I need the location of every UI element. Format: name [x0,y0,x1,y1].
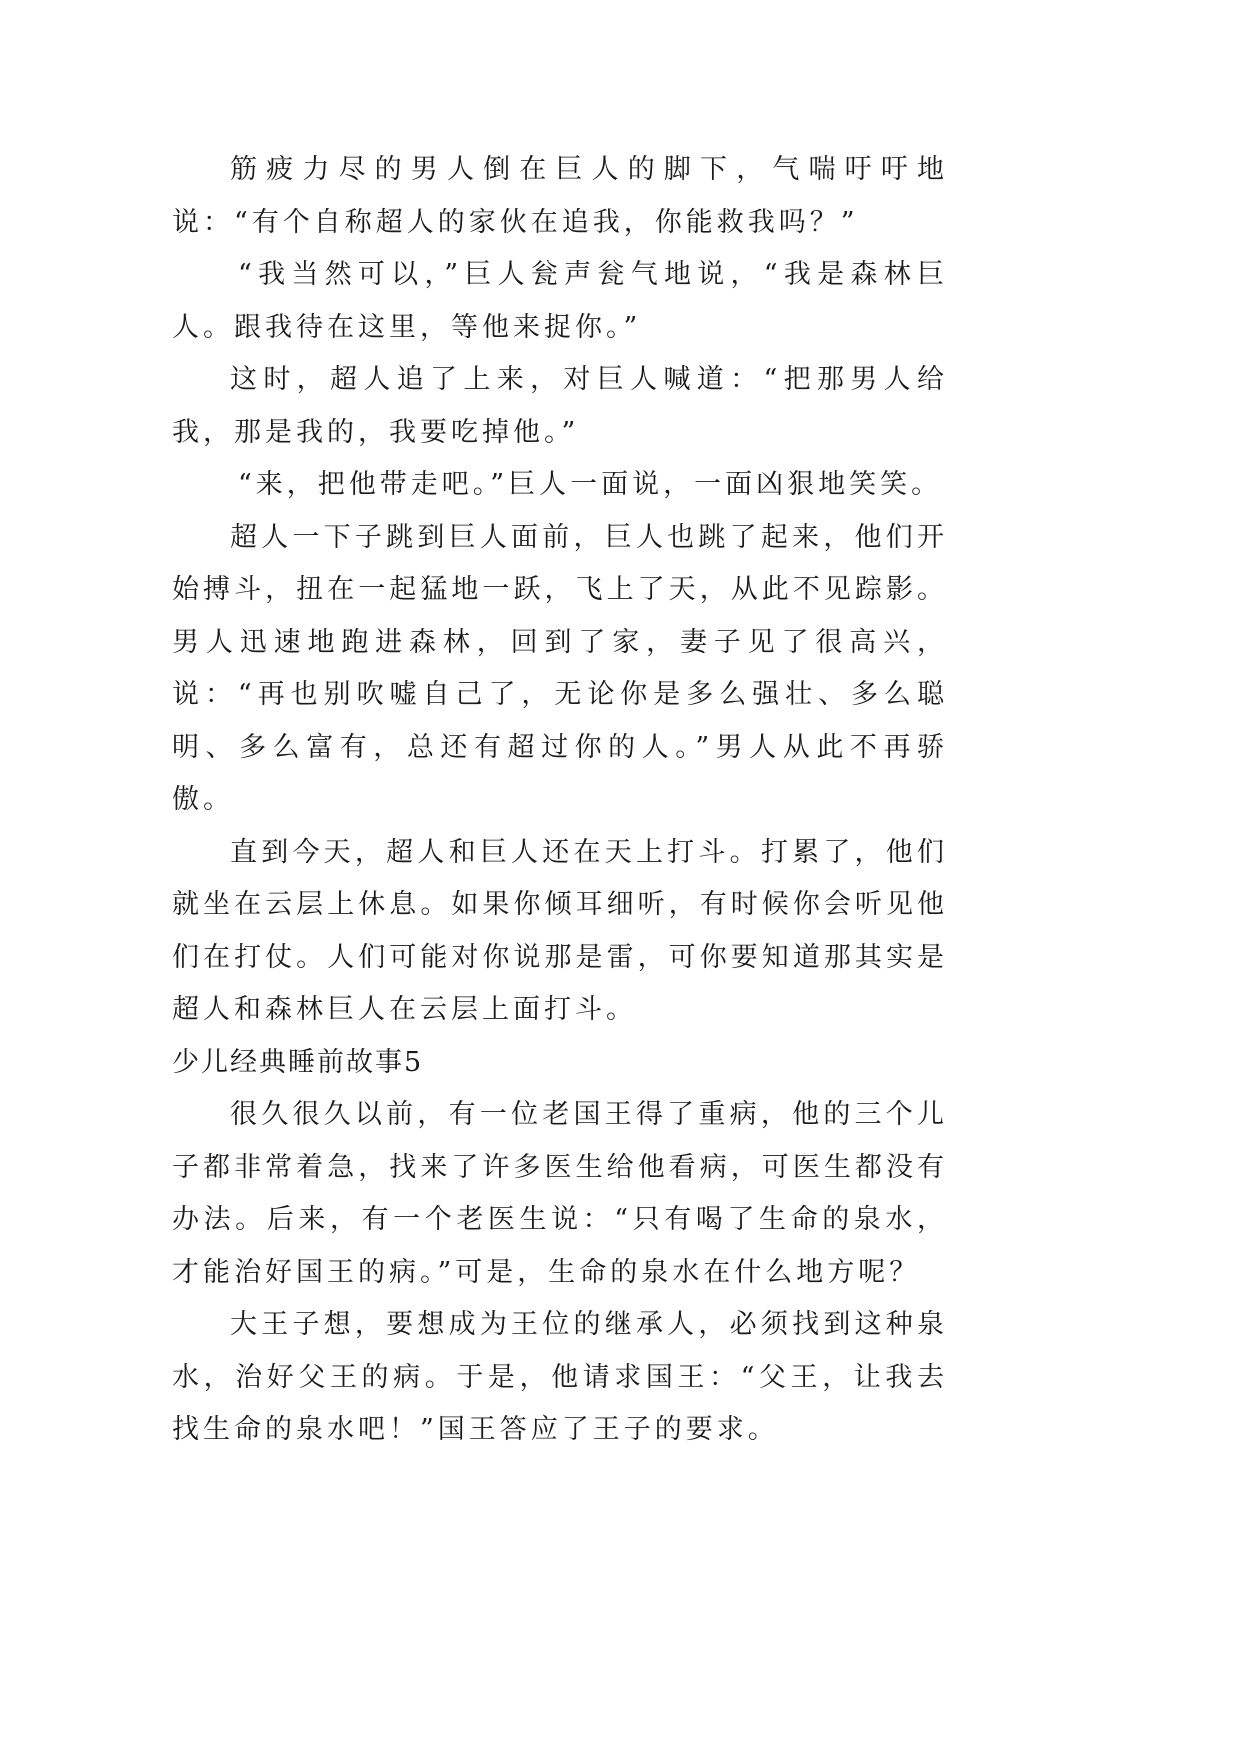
paragraph: 筋疲力尽的男人倒在巨人的脚下，气喘吁吁地说：“有个自称超人的家伙在追我，你能救我吗？” [172,154,948,238]
section-heading: 少儿经典睡前故事5 [172,1046,424,1078]
paragraph: 很久很久以前，有一位老国王得了重病，他的三个儿子都非常着急，找来了许多医生给他看病，可医生都没有办法。后来，有一个老医生说：“只有喝了生命的泉水，才能治好国王的病。”可是，生命的泉水在什么地方呢？ [172,1099,948,1288]
paragraph: “我当然可以，”巨人瓮声瓮气地说，“我是森林巨人。跟我待在这里，等他来捉你。” [172,259,948,343]
document-body [172,144,948,1457]
paragraph: “来，把他带走吧。”巨人一面说，一面凶狠地笑笑。 [238,469,943,500]
paragraph: 这时，超人追了上来，对巨人喊道：“把那男人给我，那是我的，我要吃掉他。” [172,364,948,448]
paragraph: 大王子想，要想成为王位的继承人，必须找到这种泉水，治好父王的病。于是，他请求国王：“父王，让我去找生命的泉水吧！”国王答应了王子的要求。 [172,1309,948,1445]
paragraph: 超人一下子跳到巨人面前，巨人也跳了起来，他们开始搏斗，扭在一起猛地一跃，飞上了天，从此不见踪影。男人迅速地跑进森林，回到了家，妻子见了很高兴，说：“再也别吹嘘自己了，无论你是多么强壮、多么聪明、多么富有，总还有超过你的人。”男人从此不再骄傲。 [172,521,948,815]
paragraph: 直到今天，超人和巨人还在天上打斗。打累了，他们就坐在云层上休息。如果你倾耳细听，有时候你会听见他们在打仗。人们可能对你说那是雷，可你要知道那其实是超人和森林巨人在云层上面打斗。 [172,836,948,1025]
